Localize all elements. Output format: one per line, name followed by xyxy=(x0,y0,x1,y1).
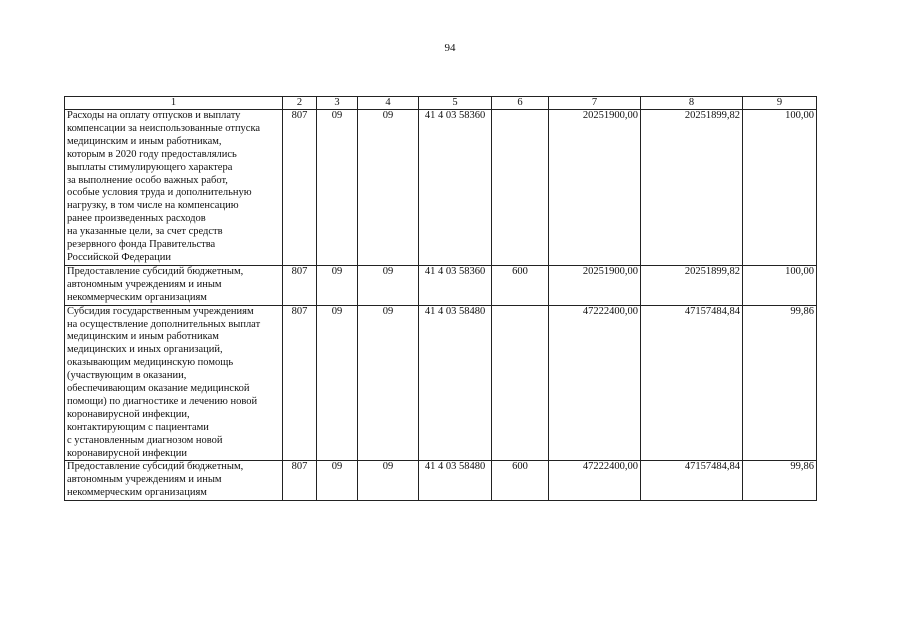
column-header-grbs: 2 xyxy=(283,97,317,110)
cell-vr: 600 xyxy=(492,265,549,305)
column-header-name: 1 xyxy=(65,97,283,110)
cell-target: 41 4 03 58360 xyxy=(419,110,492,266)
cell-percent: 100,00 xyxy=(743,110,817,266)
cell-planned: 20251900,00 xyxy=(549,265,641,305)
column-header-section: 3 xyxy=(317,97,358,110)
table-row xyxy=(65,305,817,461)
cell-name xyxy=(65,461,283,501)
cell-section: 09 xyxy=(317,305,358,461)
cell-percent: 100,00 xyxy=(743,265,817,305)
cell-target: 41 4 03 58360 xyxy=(419,265,492,305)
cell-grbs: 807 xyxy=(283,265,317,305)
cell-subsection: 09 xyxy=(358,265,419,305)
cell-name xyxy=(65,265,283,305)
column-header-target: 5 xyxy=(419,97,492,110)
cell-subsection: 09 xyxy=(358,305,419,461)
cell-grbs: 807 xyxy=(283,305,317,461)
table-row xyxy=(65,265,817,305)
cell-name xyxy=(65,305,283,461)
cell-percent: 99,86 xyxy=(743,461,817,501)
budget-table xyxy=(64,96,817,501)
table-row xyxy=(65,110,817,266)
row-name-text: Расходы на оплату отпусков и выплату компенсации за неиспользованные отпуска медицинским и иным работникам, которым в 2020 году предоставлялись выплаты стимулирующего характера за выполнение особо важных работ, особые условия труда и дополнительную нагрузку, в том числе на компенсацию ранее произведенных расходов на указанные цели, за счет средств резервного фонда Правительства Российской Федерации xyxy=(67,110,261,263)
cell-percent: 99,86 xyxy=(743,305,817,461)
table-header-row xyxy=(65,97,817,110)
cell-section: 09 xyxy=(317,265,358,305)
cell-target: 41 4 03 58480 xyxy=(419,305,492,461)
row-name-text: Предоставление субсидий бюджетным, автономным учреждениям и иным некоммерческим организациям xyxy=(67,461,244,499)
row-name-text: Субсидия государственным учреждениям на осуществление дополнительных выплат медицинским и иным работникам медицинских и иных организаций, оказывающим медицинскую помощь (участвующим в оказании, обеспечивающим оказание медицинской помощи) по диагностике и лечению новой коронавирусной инфекции, контактирующим с пациентами с установленным диагнозом новой коронавирусной инфекции xyxy=(67,305,261,459)
cell-planned: 47222400,00 xyxy=(549,461,641,501)
cell-section: 09 xyxy=(317,110,358,266)
cell-grbs: 807 xyxy=(283,110,317,266)
cell-executed: 20251899,82 xyxy=(641,110,743,266)
cell-subsection: 09 xyxy=(358,110,419,266)
cell-subsection: 09 xyxy=(358,461,419,501)
page-number: 94 xyxy=(444,42,456,54)
cell-vr xyxy=(492,305,549,461)
cell-grbs: 807 xyxy=(283,461,317,501)
column-header-executed: 8 xyxy=(641,97,743,110)
column-header-planned: 7 xyxy=(549,97,641,110)
cell-executed: 47157484,84 xyxy=(641,305,743,461)
cell-target: 41 4 03 58480 xyxy=(419,461,492,501)
column-header-vr: 6 xyxy=(492,97,549,110)
cell-section: 09 xyxy=(317,461,358,501)
column-header-subsection: 4 xyxy=(358,97,419,110)
cell-vr: 600 xyxy=(492,461,549,501)
cell-vr xyxy=(492,110,549,266)
cell-executed: 47157484,84 xyxy=(641,461,743,501)
cell-planned: 20251900,00 xyxy=(549,110,641,266)
table-row xyxy=(65,461,817,501)
cell-planned: 47222400,00 xyxy=(549,305,641,461)
column-header-percent: 9 xyxy=(743,97,817,110)
cell-name xyxy=(65,110,283,266)
row-name-text: Предоставление субсидий бюджетным, автономным учреждениям и иным некоммерческим организациям xyxy=(67,265,244,303)
cell-executed: 20251899,82 xyxy=(641,265,743,305)
